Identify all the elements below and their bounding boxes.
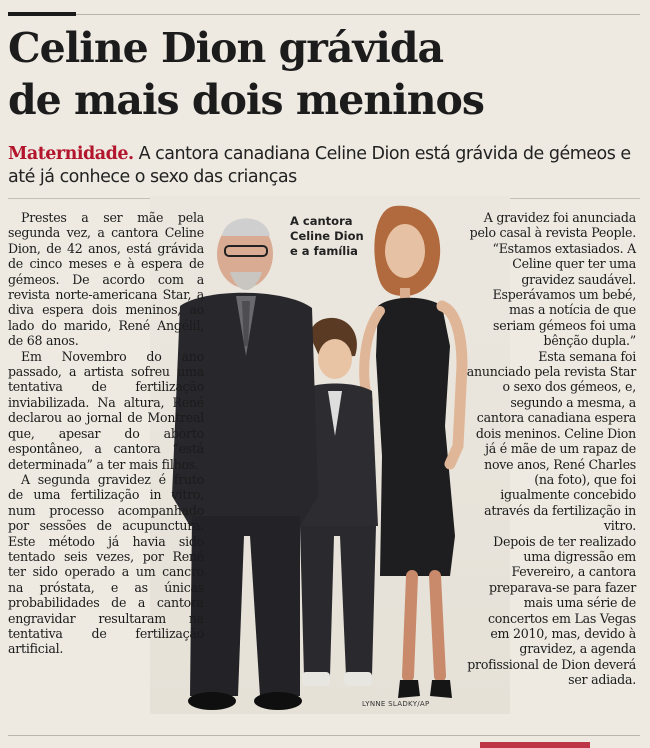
headline-line-1: Celine Dion grávida <box>8 24 444 72</box>
body-paragraph: Depois de ter realizado uma digressão em Fevereiro, a cantora preparava-se para fazer mais uma série de concertos em Las Vegas em 2010, mas, devido à gravidez, a agenda profissional de Dion deverá ser adiada. <box>467 533 636 688</box>
body-paragraph: Esta semana foi anunciado pela revista Star o sexo dos gémeos, e, segundo a mesma, a cantora canadiana espera dois meninos. Celine Dion já é mãe de um rapaz de nove anos, René Charles (na foto), que foi igualmente concebido através da fertilização in vitro. <box>466 348 636 534</box>
photo-caption <box>290 214 380 259</box>
photo-credit: LYNNE SLADKY/AP <box>362 700 430 708</box>
body-paragraph: A segunda gravidez é fruto de uma fertilização in vitro, num processo acompanhado por sessões de acupunctura. Este método já havia sido tentado seis vezes, por René ter sido operado a um cancro na próstata, e as únicas probabilidades de a cantora engravidar resultaram na tentativa de fertilização artificial. <box>8 471 204 657</box>
headline-line-2: de mais dois meninos <box>8 76 484 124</box>
bottom-rule <box>8 735 640 736</box>
caption-line-2: Celine Dion <box>290 229 364 243</box>
next-article-bar <box>480 742 590 748</box>
caption-line-3: e a família <box>290 244 358 258</box>
family-photo <box>150 196 510 714</box>
section-bar <box>8 12 76 16</box>
lead-text: A cantora canadiana Celine Dion está grávida de gémeos e até já conhece o sexo das crianças <box>8 144 631 187</box>
photo-illustration <box>150 196 510 714</box>
right-column <box>466 210 636 688</box>
kicker: Maternidade. <box>8 144 134 164</box>
woman-figure <box>364 206 462 698</box>
lead-paragraph <box>8 143 638 189</box>
body-paragraph: A gravidez foi anunciada pelo casal à revista People. “Estamos extasiados. A Celine quer ter uma gravidez saudável. Esperávamos um bebé, mas a notícia de que seriam gémeos foi uma bênção dupla.” <box>469 210 636 349</box>
headline <box>8 22 638 126</box>
left-column <box>8 210 204 657</box>
body-paragraph: Em Novembro do ano passado, a artista sofreu uma tentativa de fertilização inviabilizada. Na altura, René declarou ao jornal de Montreal que, apesar do aborto espontâneo, a cantora “está determinada” a ter mais filhos. <box>8 348 204 472</box>
body-paragraph: Prestes a ser mãe pela segunda vez, a cantora Celine Dion, de 42 anos, está grávida de cinco meses e à espera de gémeos. De acordo com a revista norte-americana Star, a diva espera dois meninos, ao lado do marido, René Angélil, de 68 anos. <box>8 210 204 349</box>
top-rule <box>76 14 640 15</box>
caption-line-1: A cantora <box>290 214 353 228</box>
